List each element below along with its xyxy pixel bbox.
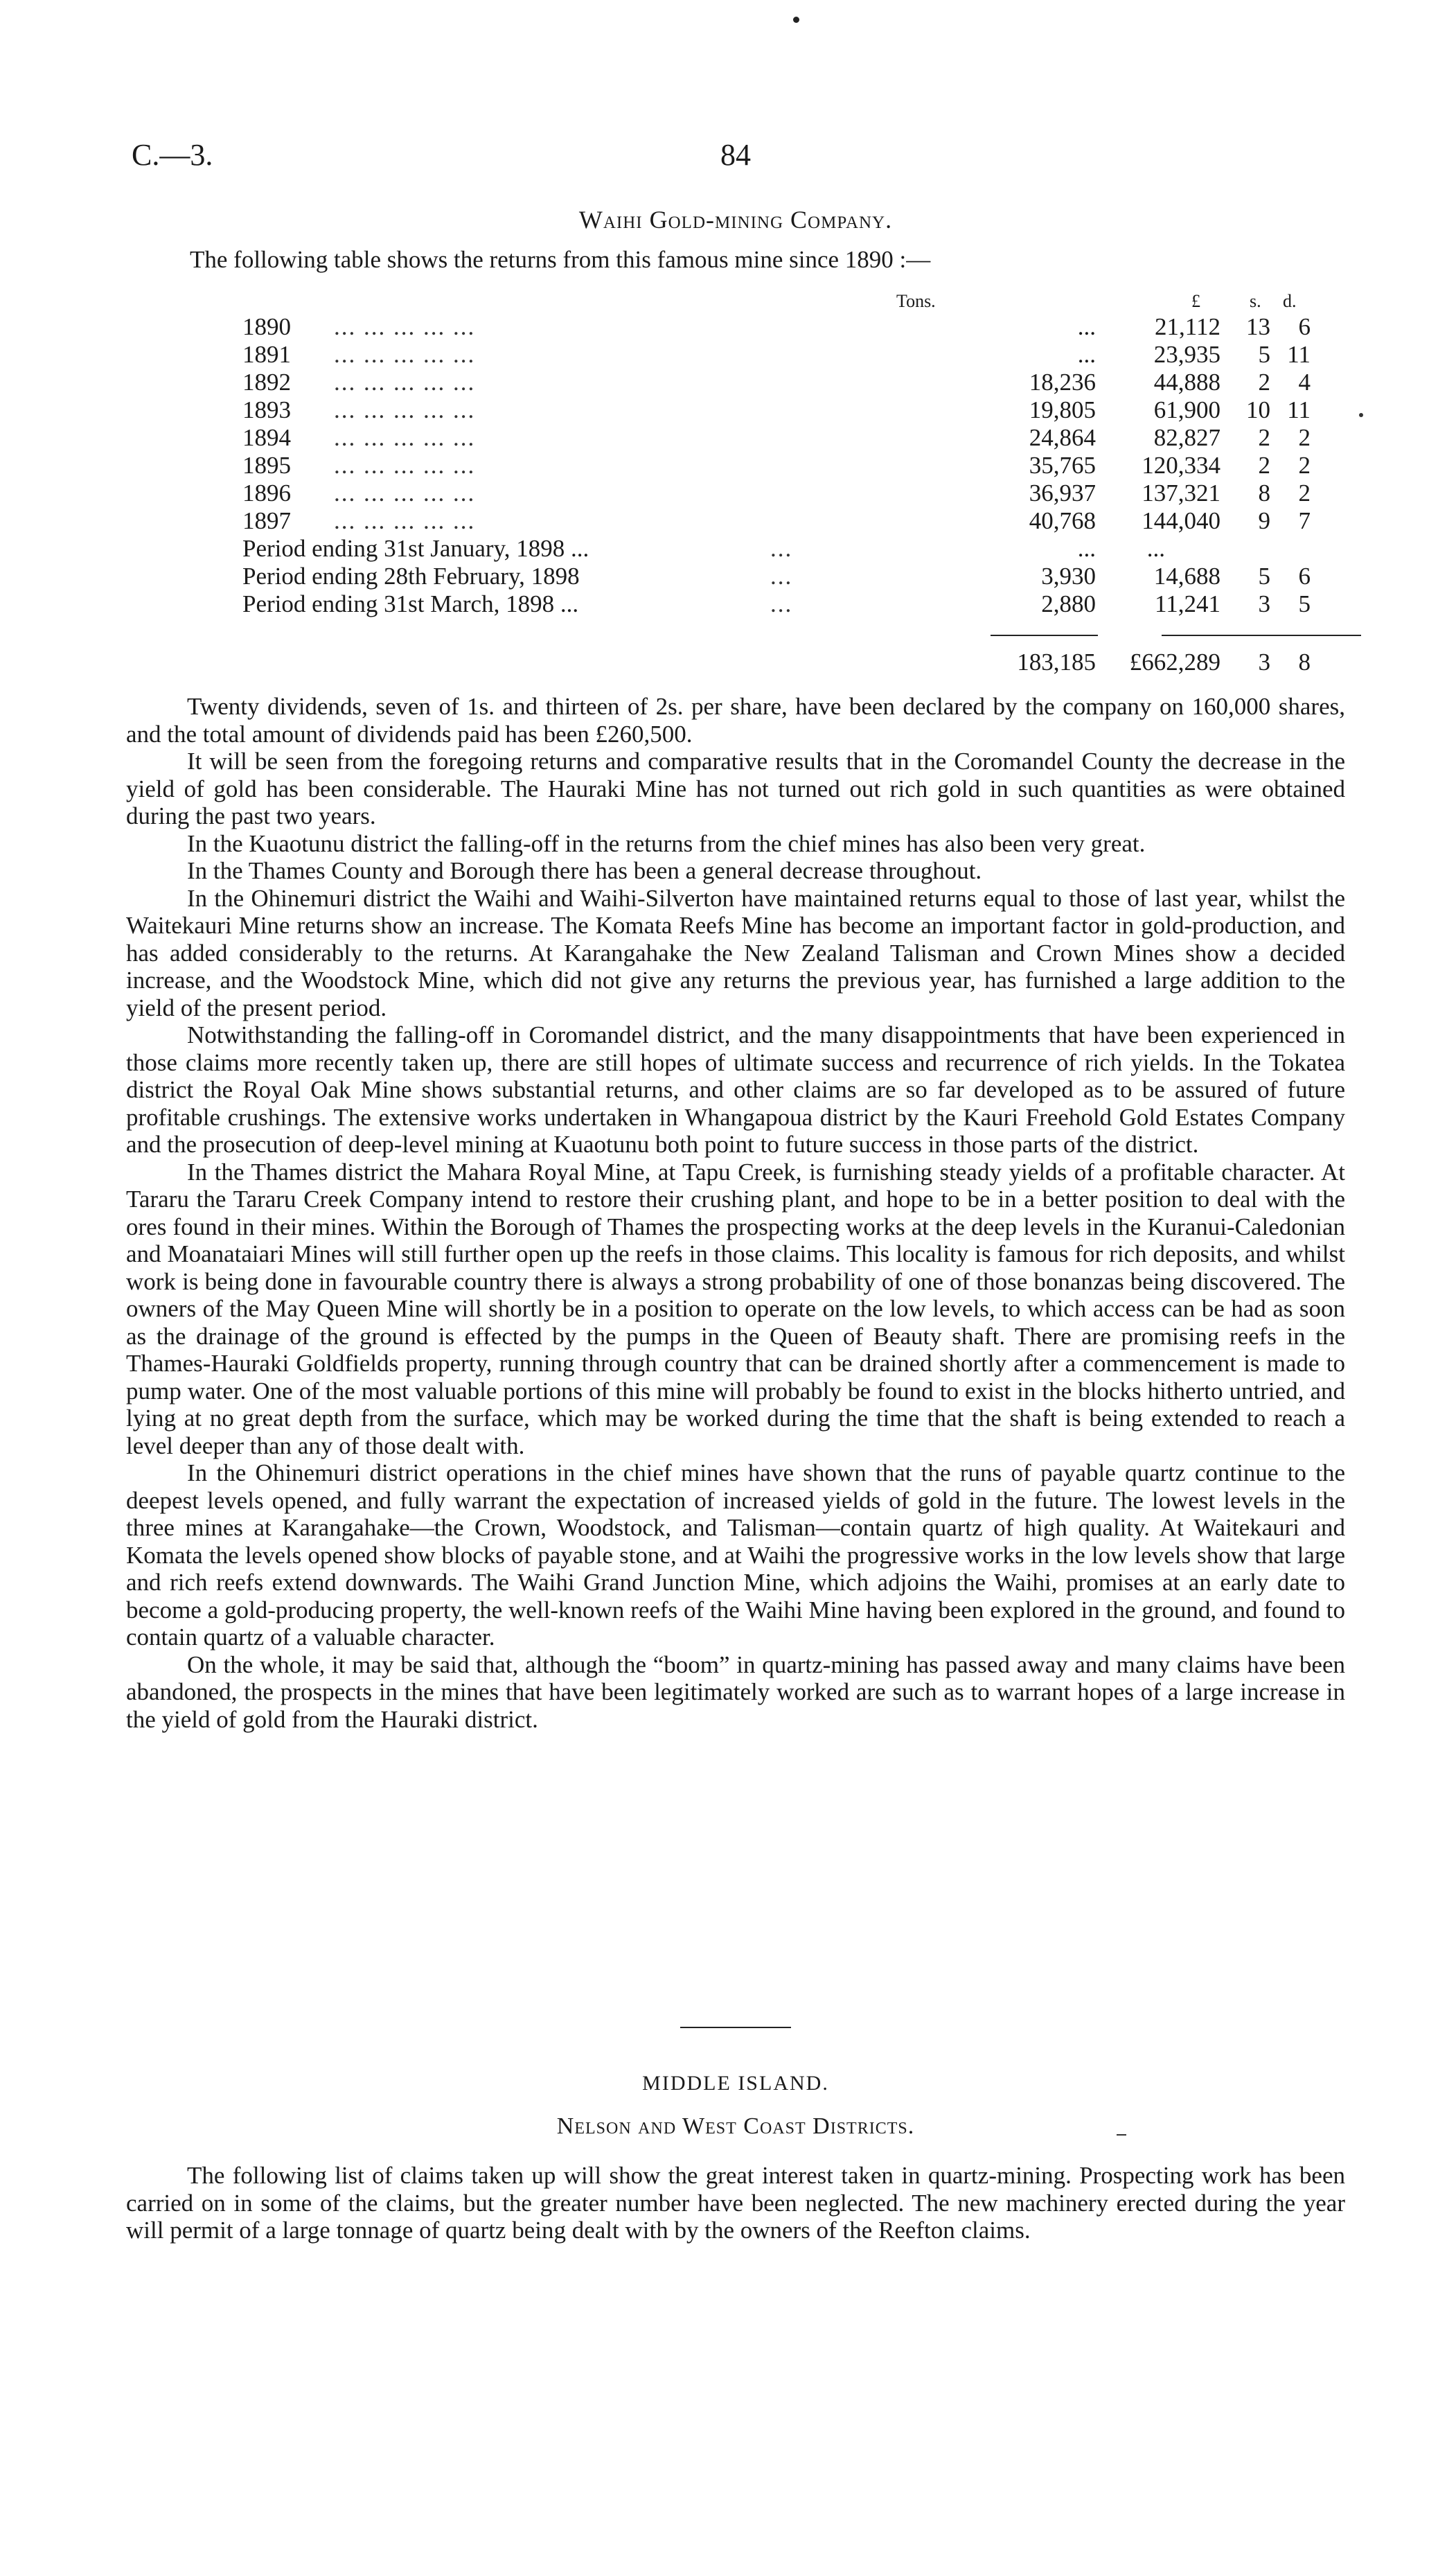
table-row — [126, 313, 1345, 341]
row-label: Period ending 31st March, 1898 ... — [242, 590, 579, 617]
unit-shillings: s. — [1250, 291, 1261, 311]
leader-dots: ... ... ... ... ... — [334, 369, 476, 396]
paragraph: In the Ohinemuri district the Waihi and Waihi-Silverton have maintained returns equal to those of last year, whilst the Waitekauri Mine returns show an increase. The Komata Reefs Mine has become an important factor in gold-production, and has added considerably to the returns. At Karangahake the New Zealand Talisman and Crown Mines show a decided increase, and the Woodstock Mine, which did not give any returns the previous year, has furnished a large addition to the yield of the present period. — [126, 884, 1345, 1021]
row-label: 1893 — [242, 396, 291, 423]
final-body-text — [126, 2162, 1345, 2244]
paragraph: In the Ohinemuri district operations in the chief mines have shown that the runs of payable quartz continue to the deepest levels opened, and fully warrant the expectation of increased yields of gold in the future. The lowest levels in the three mines at Karangahake—the Crown, Woodstock, and Talisman—contain quartz of high quality. At Waitekauri and Komata the levels opened show blocks of payable stone, and at Waihi the progressive works in the low levels show that large and rich reefs extend downwards. The Waihi Grand Junction Mine, which adjoins the Waihi, promises at an early date to become a gold-producing property, the well-known reefs of the Waihi Mine having been explored in the ground, and found to contain quartz of a valuable character. — [126, 1459, 1345, 1651]
row-pounds: 82,827 — [1153, 424, 1220, 451]
table-row — [126, 507, 1345, 535]
row-pounds: 137,321 — [1142, 479, 1220, 507]
body-text — [126, 693, 1345, 1733]
paragraph: In the Thames County and Borough there has been a general decrease throughout. — [187, 857, 982, 884]
leader-dots: ... ... ... ... ... — [334, 396, 476, 423]
paragraph: It will be seen from the foregoing returns and comparative results that in the Coromandel County the decrease in the yield of gold has been considerable. The Hauraki Mine has not turned out rich gold in such quantities as were obtained during the past two years. — [126, 748, 1345, 829]
leader-dots: ... ... ... ... ... — [334, 313, 476, 340]
row-pence: 6 — [1298, 313, 1311, 340]
row-shillings: 2 — [1258, 369, 1270, 396]
row-label: 1894 — [242, 424, 291, 451]
row-tons: ... — [1077, 313, 1096, 340]
leader-dots: ... ... ... ... ... — [334, 479, 476, 507]
table-row — [126, 452, 1345, 479]
row-pence: 4 — [1298, 369, 1311, 396]
paragraph: In the Kuaotunu district the falling-off in the returns from the chief mines has also been very great. — [187, 829, 1146, 857]
row-pounds: 44,888 — [1153, 369, 1220, 396]
row-pence: 2 — [1298, 424, 1311, 451]
row-pounds: 61,900 — [1153, 396, 1220, 423]
row-tons: 36,937 — [1029, 479, 1096, 507]
row-pounds: 11,241 — [1155, 590, 1220, 617]
row-label: 1892 — [242, 369, 291, 396]
row-pence: 11 — [1287, 396, 1311, 423]
row-shillings: 2 — [1258, 452, 1270, 479]
leader-dots: ... ... ... ... ... — [334, 452, 476, 479]
row-shillings: 3 — [1258, 590, 1270, 617]
paragraph: In the Thames district the Mahara Royal Mine, at Tapu Creek, is furnishing steady yields of a profitable character. At Tararu the Tararu Creek Company intend to restore their crushing plant, and hope to be in a better position to deal with the ores found in their mines. Within the Borough of Thames the prospecting works at the deep levels in the Kuranui-Caledonian and Moanataiari Mines will still further open up the reefs in those claims. This locality is famous for rich deposits, and whilst work is being done in favourable country there is always a strong probability of one of those bonanzas being discovered. The owners of the May Queen Mine will shortly be in a position to operate on the low levels, to which access can be had as soon as the drainage of the ground is effected by the pumps in the Queen of Beauty shaft. There are promising reefs in the Thames-Hauraki Goldfields property, running through country that can be drained shortly after a commencement is made to pump water. One of the most valuable portions of this mine will probably be found to exist in the blocks hitherto untried, and lying at no great depth from the surface, which may be worked during the time that the shaft is being extended to reach a level deeper than any of those dealt with. — [126, 1158, 1345, 1459]
row-pence: 2 — [1298, 479, 1311, 507]
row-tons: ... — [1077, 535, 1096, 562]
row-label: 1891 — [242, 341, 291, 368]
unit-tons: Tons. — [896, 291, 936, 311]
nelson-west-coast-heading: Nelson and West Coast Districts. — [556, 2113, 915, 2139]
table-intro: The following table shows the returns from this famous mine since 1890 :— — [190, 246, 931, 273]
leader-dots: ... — [770, 535, 793, 562]
row-tons: 2,880 — [1041, 590, 1096, 617]
table-row — [126, 563, 1345, 590]
row-label: Period ending 31st January, 1898 ... — [242, 535, 589, 562]
row-label: 1890 — [242, 313, 291, 340]
print-mark — [1117, 2134, 1126, 2136]
middle-island-heading: MIDDLE ISLAND. — [642, 2072, 829, 2095]
table-row — [126, 590, 1345, 618]
total-pounds: £662,289 — [1129, 649, 1220, 676]
row-tons: 18,236 — [1029, 369, 1096, 396]
paragraph: Twenty dividends, seven of 1s. and thirteen of 2s. per share, have been declared by the company on 160,000 shares, and the total amount of dividends paid has been £260,500. — [126, 693, 1345, 748]
row-shillings: 8 — [1258, 479, 1270, 507]
row-label: 1895 — [242, 452, 291, 479]
row-tons: 40,768 — [1029, 507, 1096, 534]
total-tons: 183,185 — [1017, 649, 1096, 676]
total-pence: 8 — [1298, 649, 1311, 676]
row-pounds: 23,935 — [1153, 341, 1220, 368]
total-rule-tons — [991, 635, 1098, 636]
row-tons: 35,765 — [1029, 452, 1096, 479]
page-number: 84 — [720, 138, 751, 172]
leader-dots: ... ... ... ... ... — [334, 507, 476, 534]
document-reference: C.—3. — [132, 138, 213, 172]
total-shillings: 3 — [1258, 649, 1270, 676]
table-row — [126, 535, 1345, 563]
section-divider — [680, 2027, 791, 2028]
print-speck — [793, 17, 799, 23]
row-pence: 11 — [1287, 341, 1311, 368]
row-label: 1897 — [242, 507, 291, 534]
total-rule-money — [1162, 635, 1361, 636]
table-row — [126, 341, 1345, 369]
row-pence: 5 — [1298, 590, 1311, 617]
leader-dots: ... — [770, 563, 793, 590]
row-tons: 19,805 — [1029, 396, 1096, 423]
row-pence: 7 — [1298, 507, 1311, 534]
print-speck-right — [1359, 413, 1363, 417]
section-title: Waihi Gold-mining Company. — [578, 206, 893, 234]
row-tons: 3,930 — [1041, 563, 1096, 590]
row-pounds: 120,334 — [1142, 452, 1220, 479]
leader-dots: ... — [770, 590, 793, 617]
row-pence: 6 — [1298, 563, 1311, 590]
row-tons: ... — [1077, 341, 1096, 368]
row-pounds: 144,040 — [1142, 507, 1220, 534]
row-label: Period ending 28th February, 1898 — [242, 563, 580, 590]
row-shillings: 13 — [1246, 313, 1270, 340]
row-pence: 2 — [1298, 452, 1311, 479]
row-tons: 24,864 — [1029, 424, 1096, 451]
table-row — [126, 369, 1345, 396]
paragraph: The following list of claims taken up will show the great interest taken in quartz-mining. Prospecting work has been carried on in some of the claims, but the greater number have been neglected. The new machinery erected during the year will permit of a large tonnage of quartz being dealt with by the owners of the Reefton claims. — [126, 2162, 1345, 2244]
paragraph: Notwithstanding the falling-off in Coromandel district, and the many disappointments that have been experienced in those claims more recently taken up, there are still hopes of ultimate success and recurrence of rich yields. In the Tokatea district the Royal Oak Mine shows substantial returns, and other claims are so far developed as to be assured of future profitable crushings. The extensive works undertaken in Whangapoua district by the Kauri Freehold Gold Estates Company and the prosecution of deep-level mining at Kuaotunu both point to future success in those parts of the district. — [126, 1021, 1345, 1158]
table-row — [126, 424, 1345, 452]
leader-dots: ... ... ... ... ... — [334, 424, 476, 451]
row-pounds: ... — [1146, 535, 1165, 562]
table-total-row — [126, 649, 1345, 676]
row-pounds: 14,688 — [1153, 563, 1220, 590]
row-shillings: 2 — [1258, 424, 1270, 451]
row-shillings: 5 — [1258, 341, 1270, 368]
page-header — [126, 137, 1345, 179]
unit-pounds: £ — [1191, 291, 1200, 311]
leader-dots: ... ... ... ... ... — [334, 341, 476, 368]
row-shillings: 9 — [1258, 507, 1270, 534]
row-label: 1896 — [242, 479, 291, 507]
unit-pence: d. — [1283, 291, 1297, 311]
row-shillings: 5 — [1258, 563, 1270, 590]
table-row — [126, 396, 1345, 424]
row-pounds: 21,112 — [1155, 313, 1220, 340]
row-shillings: 10 — [1246, 396, 1270, 423]
table-row — [126, 479, 1345, 507]
paragraph: On the whole, it may be said that, although the “boom” in quartz-mining has passed away and many claims have been abandoned, the prospects in the mines that have been legitimately worked are such as to warrant hopes of a large increase in the yield of gold from the Hauraki district. — [126, 1651, 1345, 1733]
